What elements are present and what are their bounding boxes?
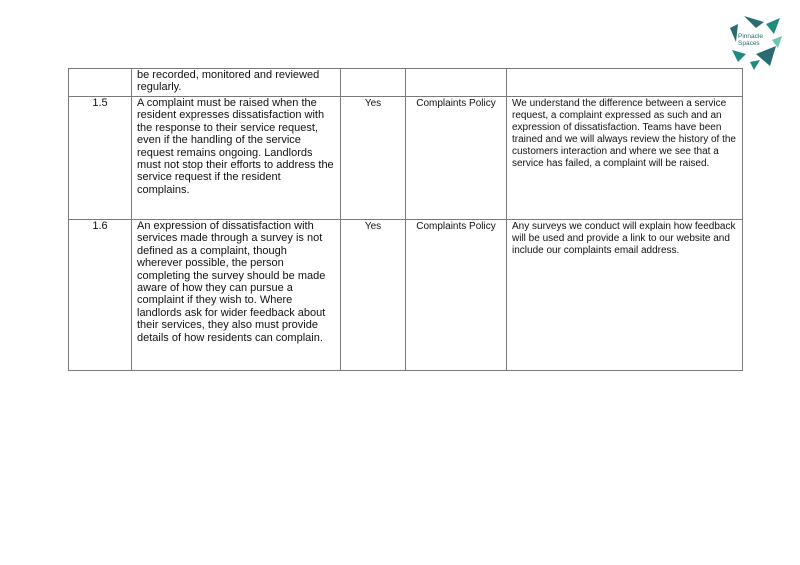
compliance-table <box>68 68 743 371</box>
table-row <box>69 97 743 220</box>
table-row <box>69 220 743 371</box>
explanation-cell <box>507 69 743 97</box>
requirement-cell: An expression of dissatisfaction with services made through a survey is not defined as a complaint, though wherever possible, the person completing the survey should be made aware of how they can pursue a complaint if they wish to. Where landlords ask for wider feedback about their services, they also must provide details of how residents can complain. <box>132 220 341 371</box>
explanation-cell: Any surveys we conduct will explain how feedback will be used and provide a link to our website and include our complaints email address. <box>507 220 743 371</box>
met-cell <box>341 69 406 97</box>
pinnacle-spaces-logo <box>726 14 782 70</box>
row-number <box>69 69 132 97</box>
requirement-cell: be recorded, monitored and reviewed regularly. <box>132 69 341 97</box>
met-cell: Yes <box>341 220 406 371</box>
row-number: 1.5 <box>69 97 132 220</box>
evidence-cell: Complaints Policy <box>406 97 507 220</box>
requirement-cell: A complaint must be raised when the resident expresses dissatisfaction with the response to their service request, even if the handling of the service request remains ongoing. Landlords must not stop their efforts to address the service request if the resident complains. <box>132 97 341 220</box>
logo-text: Pinnacle Spaces <box>738 33 763 47</box>
evidence-cell: Complaints Policy <box>406 220 507 371</box>
explanation-cell: We understand the difference between a service request, a complaint expressed as such and an expression of dissatisfaction. Teams have been trained and we will always review the history of the customers interaction and where we see that a service has failed, a complaint will be raised. <box>507 97 743 220</box>
table-row <box>69 69 743 97</box>
row-number: 1.6 <box>69 220 132 371</box>
evidence-cell <box>406 69 507 97</box>
met-cell: Yes <box>341 97 406 220</box>
